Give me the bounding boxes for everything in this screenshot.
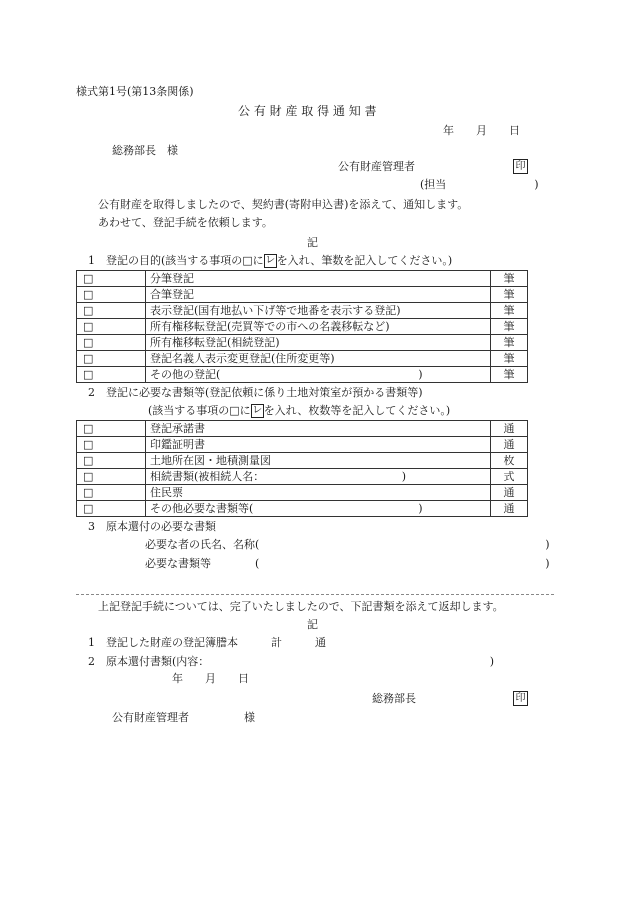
checkbox-cell[interactable]: □ [77, 485, 146, 501]
reply-sender: 総務部長 [372, 692, 416, 705]
section2-note [148, 404, 450, 418]
unit-cell[interactable]: 筆 [491, 287, 528, 303]
item-label: その他の登記( ) [146, 367, 491, 383]
item-label: 登記名義人表示変更登記(住所変更等) [146, 351, 491, 367]
checkbox-cell[interactable]: □ [77, 335, 146, 351]
checkbox-cell[interactable]: □ [77, 437, 146, 453]
contact-person: (担当 ) [420, 178, 539, 191]
notice-body-2: あわせて、登記手続を依頼します。 [98, 216, 273, 229]
item-label: 登記承諾書 [146, 421, 491, 437]
unit-cell[interactable]: 式 [491, 469, 528, 485]
item-label: 合筆登記 [146, 287, 491, 303]
checkmark-icon: レ [252, 405, 263, 416]
unit-cell[interactable]: 通 [491, 437, 528, 453]
checkmark-icon: レ [265, 255, 276, 266]
section1-title-b: を入れ、筆数を記入してください。) [276, 254, 453, 267]
section1-title-a: 1 登記の目的(該当する事項の□に [88, 254, 264, 267]
checkbox-cell[interactable]: □ [77, 421, 146, 437]
section2-note-a: (該当する事項の□に [148, 404, 251, 417]
checkbox-cell[interactable]: □ [77, 367, 146, 383]
unit-cell[interactable]: 筆 [491, 335, 528, 351]
item-label: 相続書類(被相続人名： ) [146, 469, 491, 485]
table-row [77, 303, 528, 319]
unit-cell[interactable]: 筆 [491, 303, 528, 319]
table-row [77, 469, 528, 485]
required-documents-table [76, 420, 528, 517]
unit-cell[interactable]: 通 [491, 421, 528, 437]
unit-cell[interactable]: 筆 [491, 271, 528, 287]
checkbox-cell[interactable]: □ [77, 287, 146, 303]
form-number: 様式第1号(第13条関係) [76, 85, 194, 98]
section2-title: 2 登記に必要な書類等(登記依頼に係り土地対策室が預かる書類等) [88, 386, 423, 399]
item-label: 土地所在図・地積測量図 [146, 453, 491, 469]
issue-date: 年 月 日 [443, 124, 520, 137]
section3-line1: 必要な者の氏名、名称( ) [145, 538, 550, 551]
unit-cell[interactable]: 通 [491, 501, 528, 517]
sender-title: 公有財産管理者 [338, 160, 415, 173]
item-label: その他必要な書類等( ) [146, 501, 491, 517]
item-label: 所有権移転登記(売買等での市への名義移転など) [146, 319, 491, 335]
checkbox-cell[interactable]: □ [77, 453, 146, 469]
notice-body: 公有財産を取得しましたので、契約書(寄附申込書)を添えて、通知します。 [98, 198, 469, 211]
item-label: 所有権移転登記(相続登記) [146, 335, 491, 351]
seal-icon: 印 [513, 691, 528, 706]
addressee: 総務部長 様 [112, 144, 178, 157]
checkbox-cell[interactable]: □ [77, 271, 146, 287]
table-row [77, 319, 528, 335]
table-row [77, 437, 528, 453]
reply-date: 年 月 日 [172, 672, 249, 685]
section1-title [88, 254, 452, 268]
table-row [77, 287, 528, 303]
table-row [77, 485, 528, 501]
section3-line2: 必要な書類等 ( ) [145, 557, 550, 570]
unit-cell[interactable]: 枚 [491, 453, 528, 469]
table-row [77, 351, 528, 367]
table-row [77, 501, 528, 517]
reply-seal-mark [513, 691, 528, 706]
unit-cell[interactable]: 筆 [491, 319, 528, 335]
table-row [77, 453, 528, 469]
checkbox-cell[interactable]: □ [77, 469, 146, 485]
ki-heading: 記 [307, 236, 318, 249]
item-label: 住民票 [146, 485, 491, 501]
checkbox-cell[interactable]: □ [77, 351, 146, 367]
item-label: 印鑑証明書 [146, 437, 491, 453]
checkbox-cell[interactable]: □ [77, 501, 146, 517]
section2-note-b: を入れ、枚数等を記入してください。) [263, 404, 451, 417]
cut-line [76, 594, 554, 595]
table-row [77, 367, 528, 383]
checkbox-cell[interactable]: □ [77, 319, 146, 335]
table-row [77, 421, 528, 437]
reply-item2: 2 原本還付書類(内容： ) [88, 655, 495, 668]
unit-cell[interactable]: 筆 [491, 351, 528, 367]
reply-body: 上記登記手続については、完了いたしましたので、下記書類を添えて返却します。 [98, 600, 504, 613]
reply-addressee: 公有財産管理者 様 [112, 711, 255, 724]
seal-mark [513, 159, 528, 174]
unit-cell[interactable]: 通 [491, 485, 528, 501]
unit-cell[interactable]: 筆 [491, 367, 528, 383]
registration-purpose-table [76, 270, 528, 383]
document-title: 公 有 財 産 取 得 通 知 書 [238, 104, 377, 118]
section3-title: 3 原本還付の必要な書類 [88, 520, 216, 533]
item-label: 分筆登記 [146, 271, 491, 287]
table-row [77, 335, 528, 351]
reply-ki-heading: 記 [307, 618, 318, 631]
reply-item1: 1 登記した財産の登記簿謄本 計 通 [88, 636, 326, 649]
item-label: 表示登記(国有地払い下げ等で地番を表示する登記) [146, 303, 491, 319]
table-row [77, 271, 528, 287]
checkbox-cell[interactable]: □ [77, 303, 146, 319]
seal-icon: 印 [513, 159, 528, 174]
